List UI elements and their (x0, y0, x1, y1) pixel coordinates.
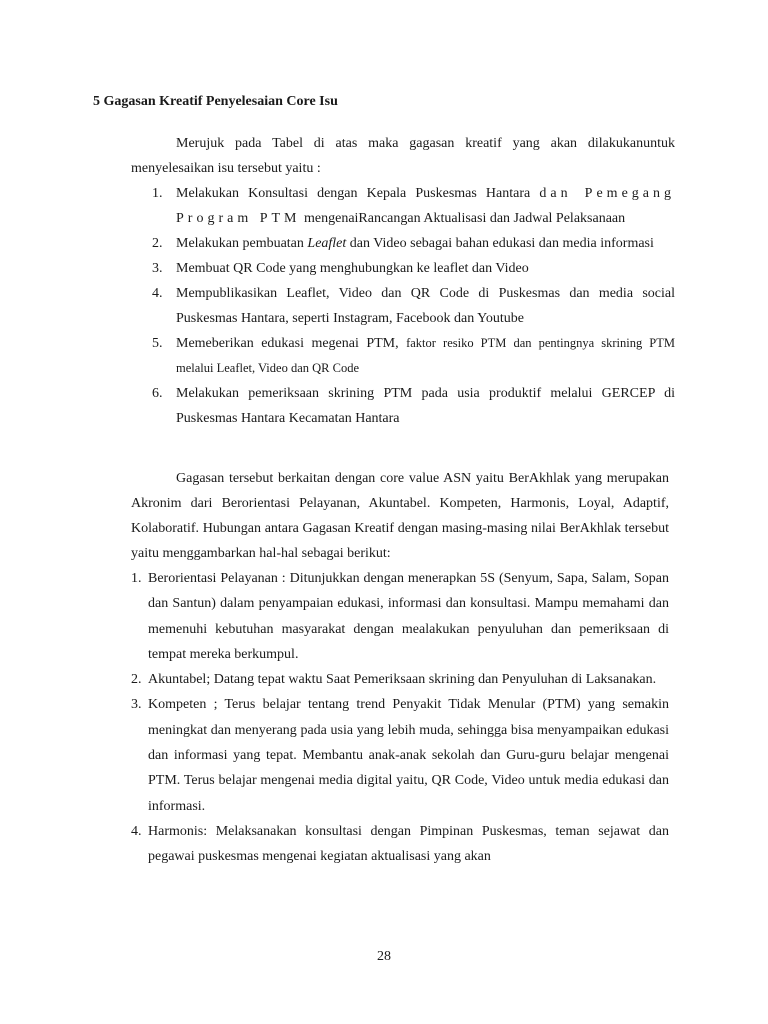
berakhlak-paragraph: Gagasan tersebut berkaitan dengan core value ASN yaitu BerAkhlak yang merupakan Akronim dari Berorientasi Pelayanan, Akuntabel. Kompeten, Harmonis, Loyal, Adaptif, Kolaboratif. Hubungan antara Gagasan Kreatif dengan masing-masing nilai BerAkhlak tersebut yaitu menggambarkan hal-hal sebagai berikut: (131, 471, 669, 561)
list-number: 6. (152, 386, 163, 401)
list-text-italic: Leaflet (307, 236, 347, 251)
section-heading: 5 Gagasan Kreatif Penyelesaian Core Isu (93, 94, 338, 109)
list-number: 3. (131, 697, 142, 713)
list-text: Memeberikan edukasi megenai PTM, (176, 336, 407, 351)
list-number: 2. (131, 672, 142, 688)
list-text: dan Video sebagai bahan edukasi dan media informasi (346, 236, 654, 251)
list-text-small: faktor resiko PTM dan pentingnya skrining PTM melalui Leaflet, Video dan QR Code (176, 336, 675, 375)
list-item (131, 819, 669, 870)
list-text-spaced: dan Pemegang Program PTM (176, 186, 675, 226)
list-text: Berorientasi Pelayanan : Ditunjukkan dengan menerapkan 5S (Senyum, Sapa, Salam, Sopan dan Santun) dalam penyampaian edukasi, informasi dan konsultasi. Mampu memahami dan memenuhi kebutuhan masyarakat dengan mealakukan penyuluhan dan pemeriksaan di tempat mereka berkumpul. (148, 571, 669, 662)
list-number: 3. (152, 261, 163, 276)
list-text: Harmonis: Melaksanakan konsultasi dengan Pimpinan Puskesmas, teman sejawat dan pegawai puskesmas mengenai kegiatan aktualisasi yang akan (148, 823, 669, 865)
list-item (131, 281, 675, 331)
list-number: 2. (152, 236, 163, 251)
list-item (131, 331, 675, 381)
list-item (131, 692, 669, 818)
list-number: 5. (152, 336, 163, 351)
list-item (131, 181, 675, 231)
list-text: Melakukan pembuatan (176, 236, 308, 251)
list-item (131, 256, 675, 281)
list-text: Melakukan Konsultasi dengan Kepala Puskesmas Hantara (176, 186, 540, 201)
core-values-list (131, 566, 669, 870)
creative-ideas-list (131, 181, 675, 431)
list-text: Membuat QR Code yang menghubungkan ke leaflet dan Video (176, 261, 529, 276)
list-item (131, 231, 675, 256)
list-text: Kompeten ; Terus belajar tentang trend Penyakit Tidak Menular (PTM) yang semakin meningkat dan menyerang pada usia yang lebih muda, sehingga bisa menyampaikan edukasi dan informasi yang tepat. Membantu anak-anak sekolah dan Guru-guru belajar mengenai PTM. Terus belajar mengenai media digital yaitu, QR Code, Video untuk media edukasi dan informasi. (148, 697, 669, 814)
list-number: 1. (131, 571, 142, 586)
list-item (131, 667, 669, 692)
list-text: Melakukan pemeriksaan skrining PTM pada usia produktif melalui GERCEP di Puskesmas Hantara Kecamatan Hantara (176, 386, 675, 426)
list-number: 4. (131, 823, 142, 839)
list-text: Mempublikasikan Leaflet, Video dan QR Code di Puskesmas dan media social Puskesmas Hantara, seperti Instagram, Facebook dan Youtube (176, 286, 675, 326)
list-text: mengenaiRancangan Aktualisasi dan Jadwal Pelaksanaan (300, 211, 626, 226)
page-number: 28 (377, 949, 391, 964)
intro-paragraph: Merujuk pada Tabel di atas maka gagasan kreatif yang akan dilakukanuntuk menyelesaikan isu tersebut yaitu : (131, 136, 675, 176)
list-text: Akuntabel; Datang tepat waktu Saat Pemeriksaan skrining dan Penyuluhan di Laksanakan. (148, 672, 657, 688)
list-number: 4. (152, 286, 163, 301)
list-item (131, 381, 675, 431)
list-item (131, 566, 669, 667)
list-number: 1. (152, 186, 163, 201)
